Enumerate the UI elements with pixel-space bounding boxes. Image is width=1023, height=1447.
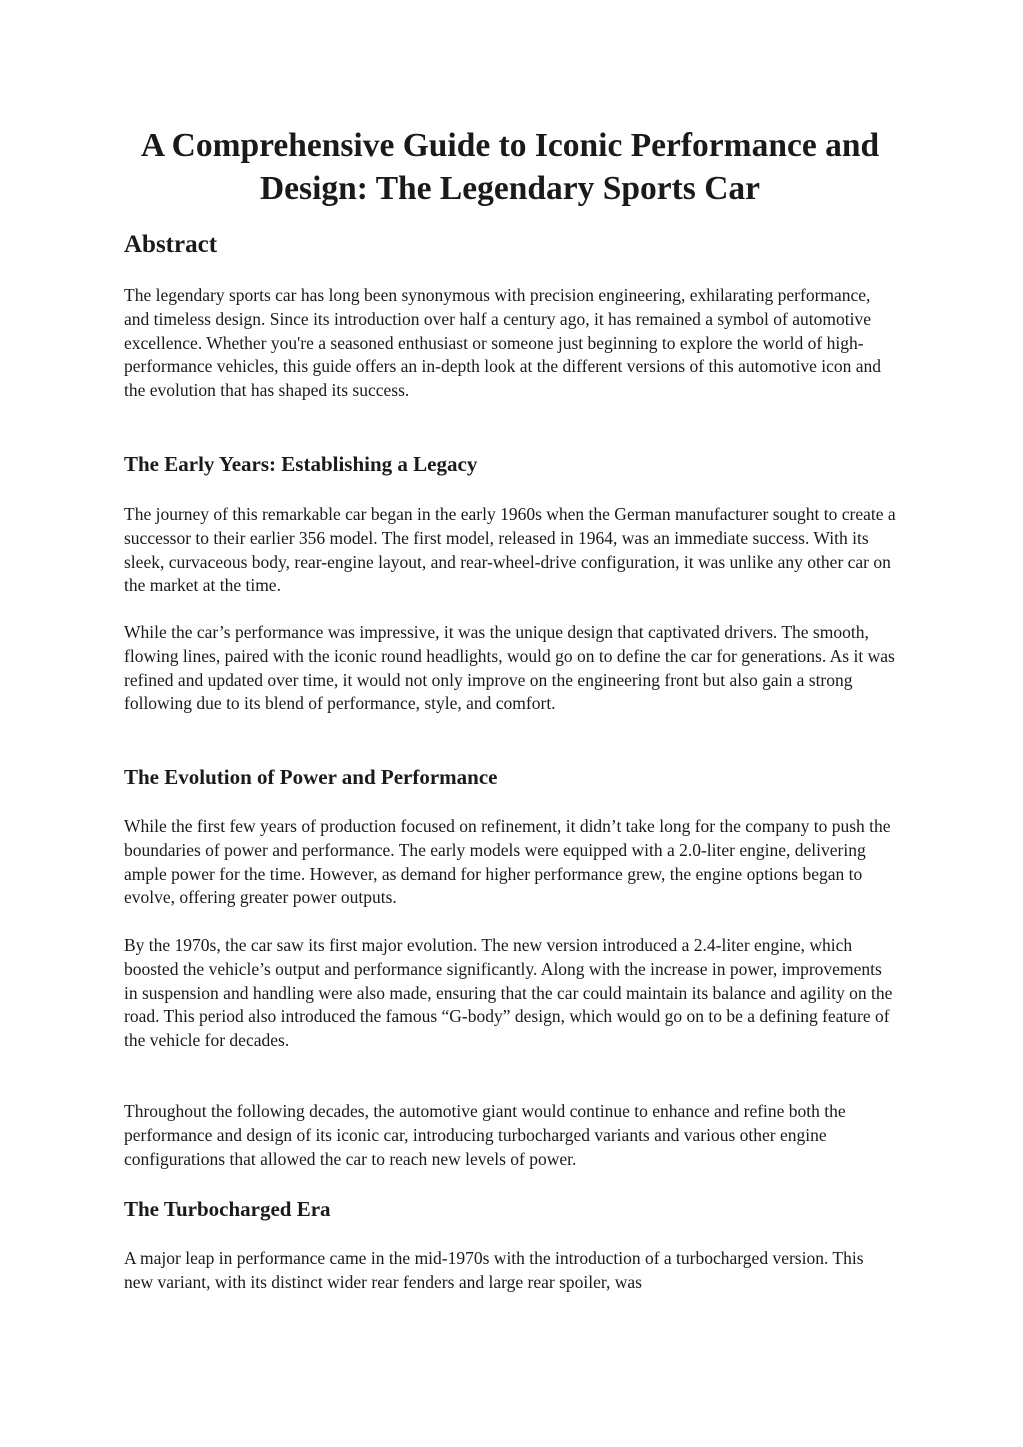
early-years-paragraph-1: The journey of this remarkable car began in the early 1960s when the German manufacturer sought to create a successor to their earlier 356 model. The first model, released in 1964, was an immediate success. With its sleek, curvaceous body, rear-engine layout, and rear-wheel-drive configuration, it was unlike any other car on the market at the time. [124, 504, 896, 596]
turbocharged-paragraph-1: A major leap in performance came in the mid-1970s with the introduction of a turbocharged version. This new variant, with its distinct wider rear fenders and large rear spoiler, was [124, 1248, 864, 1292]
abstract-heading: Abstract [124, 231, 218, 258]
evolution-paragraph-1: While the first few years of production focused on refinement, it didn’t take long for the company to push the boundaries of power and performance. The early models were equipped with a 2.0-liter engine, delivering ample power for the time. However, as demand for higher performance grew, the engine options began to evolve, offering greater power outputs. [124, 816, 891, 908]
section-heading-early-years: The Early Years: Establishing a Legacy [124, 452, 478, 476]
section-heading-evolution: The Evolution of Power and Performance [124, 765, 498, 789]
document-title: A Comprehensive Guide to Iconic Performance and Design: The Legendary Sports Car [140, 127, 880, 207]
abstract-paragraph: The legendary sports car has long been synonymous with precision engineering, exhilarating performance, and timeless design. Since its introduction over half a century ago, it has remained a symbol of automotive excellence. Whether you're a seasoned enthusiast or someone just beginning to explore the world of high-performance vehicles, this guide offers an in-depth look at the different versions of this automotive icon and the evolution that has shaped its success. [124, 285, 881, 401]
evolution-paragraph-2: By the 1970s, the car saw its first major evolution. The new version introduced a 2.4-liter engine, which boosted the vehicle’s output and performance significantly. Along with the increase in power, improvements in suspension and handling were also made, ensuring that the car could maintain its balance and agility on the road. This period also introduced the famous “G-body” design, which would go on to be a defining feature of the vehicle for decades. [124, 935, 893, 1051]
document-page [124, 124, 896, 1292]
evolution-paragraph-3: Throughout the following decades, the automotive giant would continue to enhance and refine both the performance and design of its iconic car, introducing turbocharged variants and various other engine configurations that allowed the car to reach new levels of power. [124, 1101, 846, 1169]
early-years-paragraph-2: While the car’s performance was impressive, it was the unique design that captivated drivers. The smooth, flowing lines, paired with the iconic round headlights, would go on to define the car for generations. As it was refined and updated over time, it would not only improve on the engineering front but also gain a strong following due to its blend of performance, style, and comfort. [124, 622, 895, 714]
section-heading-turbocharged: The Turbocharged Era [124, 1197, 331, 1221]
